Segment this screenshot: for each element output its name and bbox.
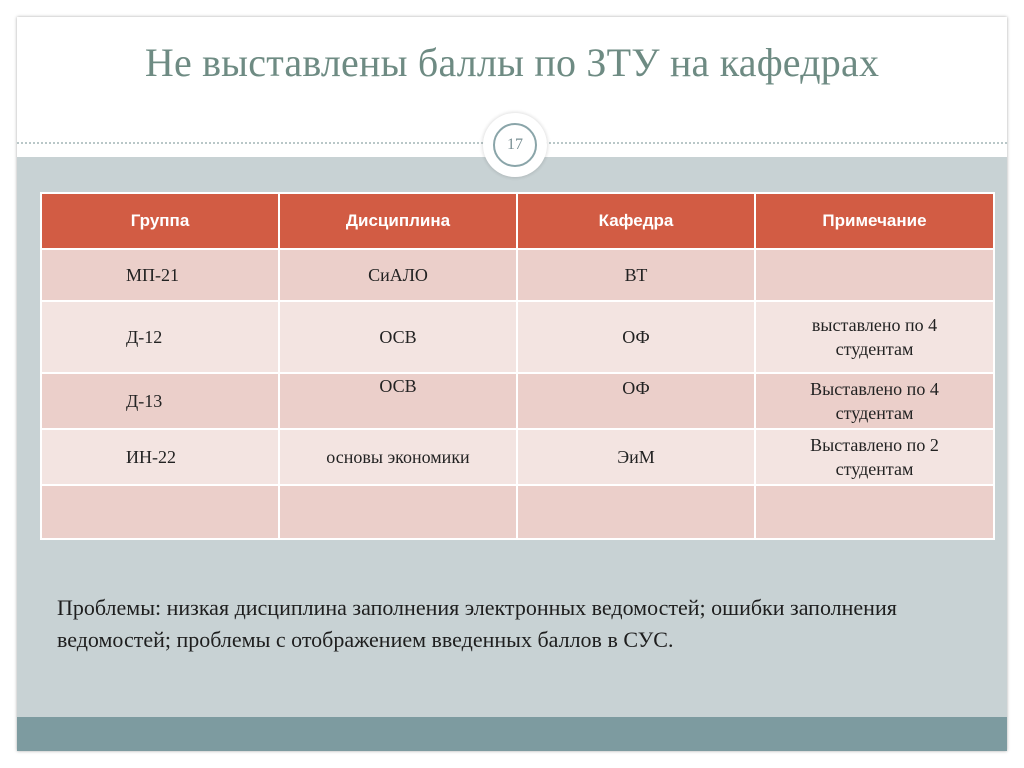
problems-label: Проблемы:: [57, 595, 167, 620]
cell-department: ВТ: [517, 249, 755, 301]
cell-department: ОФ: [517, 373, 755, 429]
slide-title: Не выставлены баллы по ЗТУ на кафедрах: [144, 40, 880, 85]
table-row: [41, 429, 994, 485]
cell-group: Д-13: [41, 373, 279, 429]
note-line-2: студентам: [835, 339, 914, 359]
cell-discipline: ОСВ: [279, 373, 517, 429]
table-row: [41, 301, 994, 373]
slide: [17, 17, 1007, 751]
note-line-1: выставлено по 4: [811, 315, 938, 335]
cell-group: ИН-22: [41, 429, 279, 485]
note-line-1: Выставлено по 4: [810, 379, 939, 399]
table-row: [41, 485, 994, 539]
cell-department: ЭиМ: [517, 429, 755, 485]
page-number-badge: [487, 117, 543, 173]
problems-body: низкая дисциплина заполнения электронных ведомостей; ошибки заполнения ведомостей; проблемы с отображением введенных баллов в СУС.: [57, 595, 897, 652]
table-header-row: [41, 193, 994, 249]
note-line-1: Выставлено по 2: [810, 435, 939, 455]
cell-group: МП-21: [41, 249, 279, 301]
cell-group: Д-12: [41, 301, 279, 373]
note-line-2: студентам: [835, 403, 914, 423]
cell-note: [755, 249, 994, 301]
header-note: Примечание: [755, 193, 994, 249]
header-discipline: Дисциплина: [279, 193, 517, 249]
table-row: [41, 373, 994, 429]
note-line-2: студентам: [835, 459, 914, 479]
cell-department: ОФ: [517, 301, 755, 373]
cell-discipline: СиАЛО: [279, 249, 517, 301]
cell-discipline: [279, 485, 517, 539]
page-number: 17: [493, 123, 537, 167]
cell-note: [755, 485, 994, 539]
table-row: [41, 249, 994, 301]
cell-note: [755, 373, 994, 429]
footer-bar: [17, 717, 1007, 751]
header-department: Кафедра: [517, 193, 755, 249]
departments-table: [40, 192, 995, 540]
cell-department: [517, 485, 755, 539]
problems-text: [57, 592, 957, 656]
cell-group: [41, 485, 279, 539]
cell-discipline: ОСВ: [279, 301, 517, 373]
cell-discipline: основы экономики: [279, 429, 517, 485]
cell-note: [755, 301, 994, 373]
header-group: Группа: [41, 193, 279, 249]
cell-note: [755, 429, 994, 485]
